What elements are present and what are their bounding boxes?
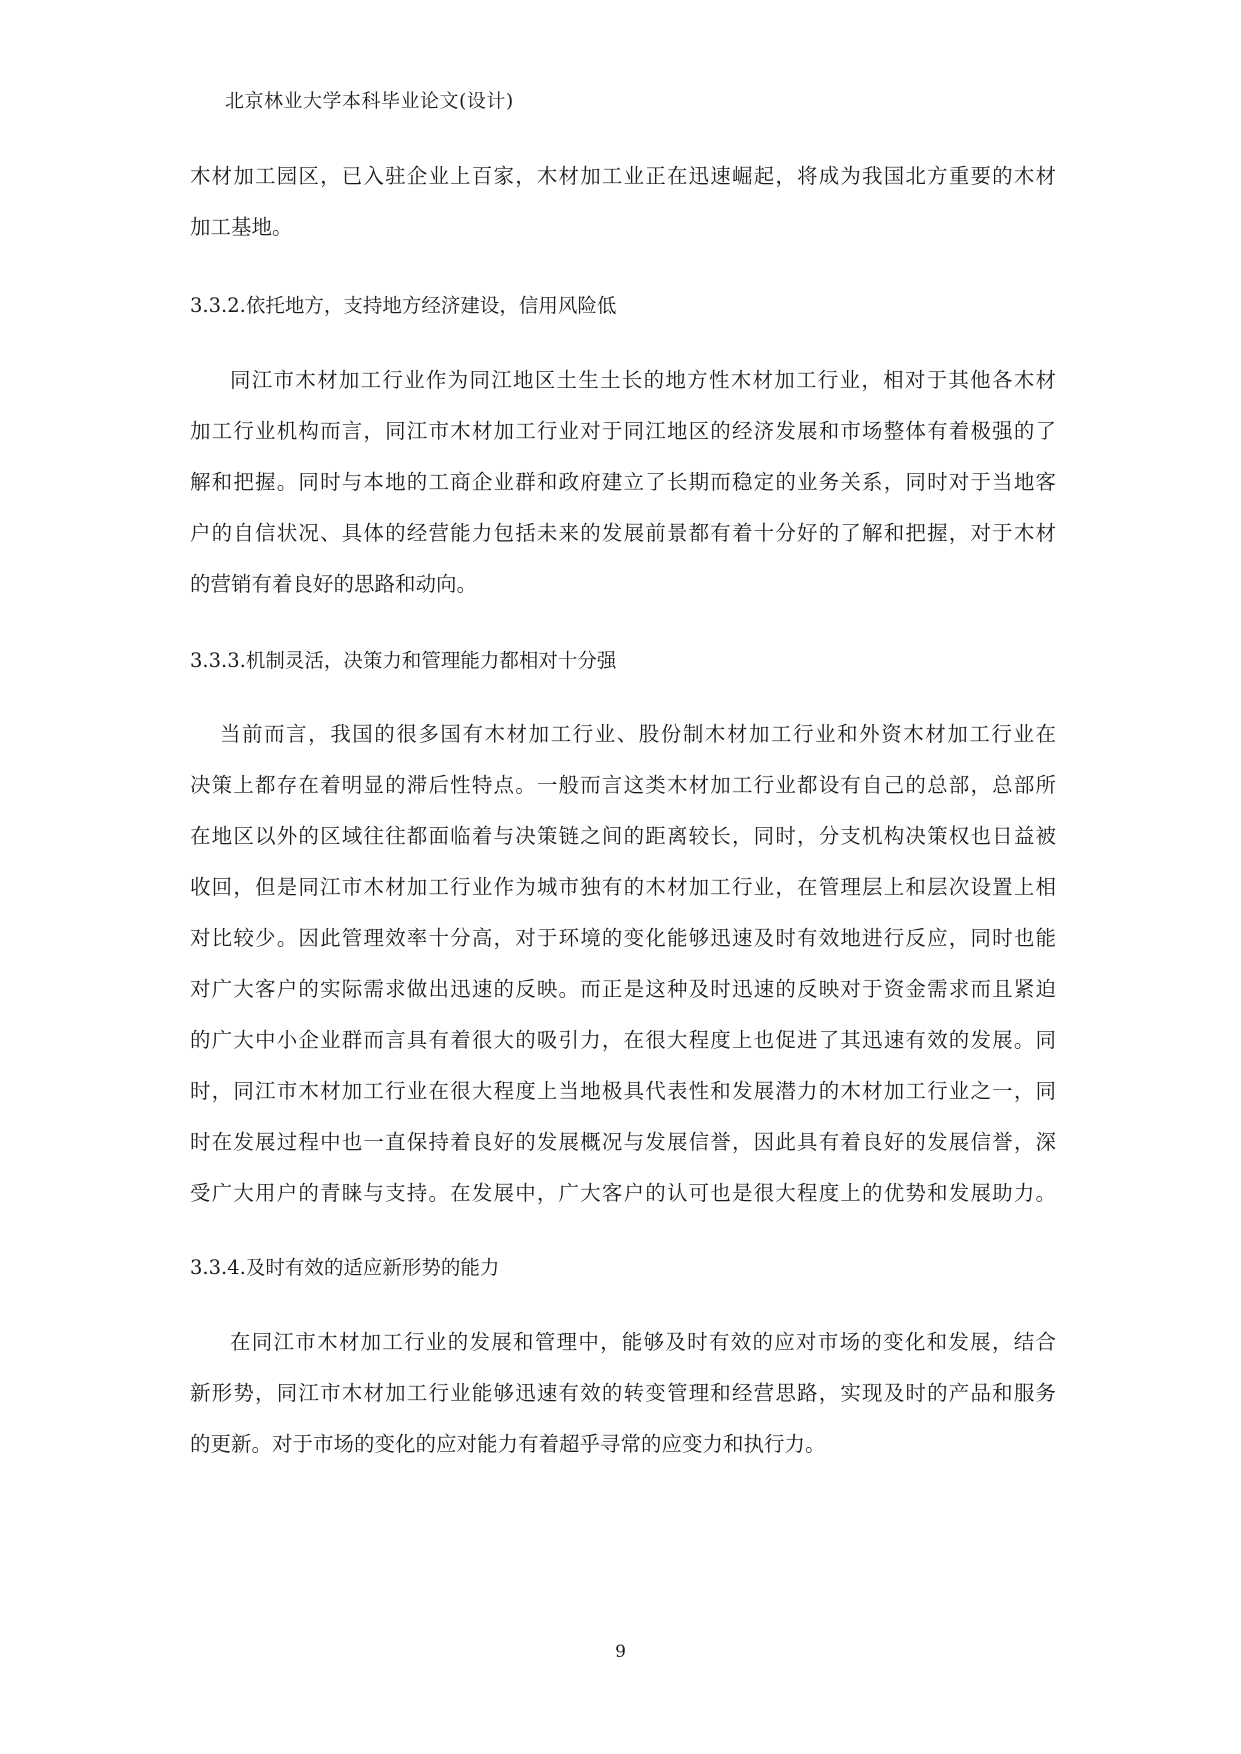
- paragraph-line: 解和把握。同时与本地的工商企业群和政府建立了长期而稳定的业务关系，同时对于当地客: [190, 470, 1056, 494]
- paragraph-line: 新形势，同江市木材加工行业能够迅速有效的转变管理和经营思路，实现及时的产品和服务: [190, 1381, 1056, 1405]
- paragraph-line: 当前而言，我国的很多国有木材加工行业、股份制木材加工行业和外资木材加工行业在: [220, 722, 1056, 746]
- paragraph-line: 户的自信状况、具体的经营能力包括未来的发展前景都有着十分好的了解和把握，对于木材: [190, 521, 1056, 545]
- paragraph-3-3-3: [190, 709, 1056, 1219]
- paragraph-line: 的营销有着良好的思路和动向。: [190, 572, 477, 596]
- paragraph-line: 收回，但是同江市木材加工行业作为城市独有的木材加工行业，在管理层上和层次设置上相: [190, 875, 1056, 899]
- paragraph-line: 对比较少。因此管理效率十分高，对于环境的变化能够迅速及时有效地进行反应，同时也能: [190, 926, 1056, 950]
- paragraph-continuation: [190, 151, 1056, 253]
- paragraph-line: 的更新。对于市场的变化的应对能力有着超乎寻常的应变力和执行力。: [190, 1432, 826, 1456]
- page-number: 9: [615, 1642, 626, 1662]
- running-header: 北京林业大学本科毕业论文(设计): [225, 90, 514, 112]
- paragraph-line: 在地区以外的区域往往都面临着与决策链之间的距离较长，同时，分支机构决策权也日益被: [190, 824, 1056, 848]
- paragraph-line: 在同江市木材加工行业的发展和管理中，能够及时有效的应对市场的变化和发展，结合: [230, 1330, 1056, 1354]
- paragraph-line: 加工行业机构而言，同江市木材加工行业对于同江地区的经济发展和市场整体有着极强的了: [190, 419, 1056, 443]
- paragraph-line: 对广大客户的实际需求做出迅速的反映。而正是这种及时迅速的反映对于资金需求而且紧迫: [190, 977, 1056, 1001]
- section-heading-3-3-4: 3.3.4.及时有效的适应新形势的能力: [190, 1256, 500, 1279]
- paragraph-line: 木材加工园区，已入驻企业上百家，木材加工业正在迅速崛起，将成为我国北方重要的木材: [190, 164, 1056, 188]
- paragraph-line: 时在发展过程中也一直保持着良好的发展概况与发展信誉，因此具有着良好的发展信誉，深: [190, 1130, 1056, 1154]
- paragraph-line: 同江市木材加工行业作为同江地区土生土长的地方性木材加工行业，相对于其他各木材: [230, 368, 1056, 392]
- paragraph-line: 的广大中小企业群而言具有着很大的吸引力，在很大程度上也促进了其迅速有效的发展。同: [190, 1028, 1056, 1052]
- paragraph-line: 决策上都存在着明显的滞后性特点。一般而言这类木材加工行业都设有自己的总部，总部所: [190, 773, 1056, 797]
- paragraph-3-3-2: [190, 355, 1056, 610]
- paragraph-line: 时，同江市木材加工行业在很大程度上当地极具代表性和发展潜力的木材加工行业之一，同: [190, 1079, 1056, 1103]
- paragraph-line: 受广大用户的青睐与支持。在发展中，广大客户的认可也是很大程度上的优势和发展助力。: [190, 1181, 1056, 1205]
- paragraph-line: 加工基地。: [190, 215, 293, 239]
- paragraph-3-3-4: [190, 1317, 1056, 1470]
- section-heading-3-3-2: 3.3.2.依托地方，支持地方经济建设，信用风险低: [190, 294, 617, 317]
- section-heading-3-3-3: 3.3.3.机制灵活，决策力和管理能力都相对十分强: [190, 649, 617, 672]
